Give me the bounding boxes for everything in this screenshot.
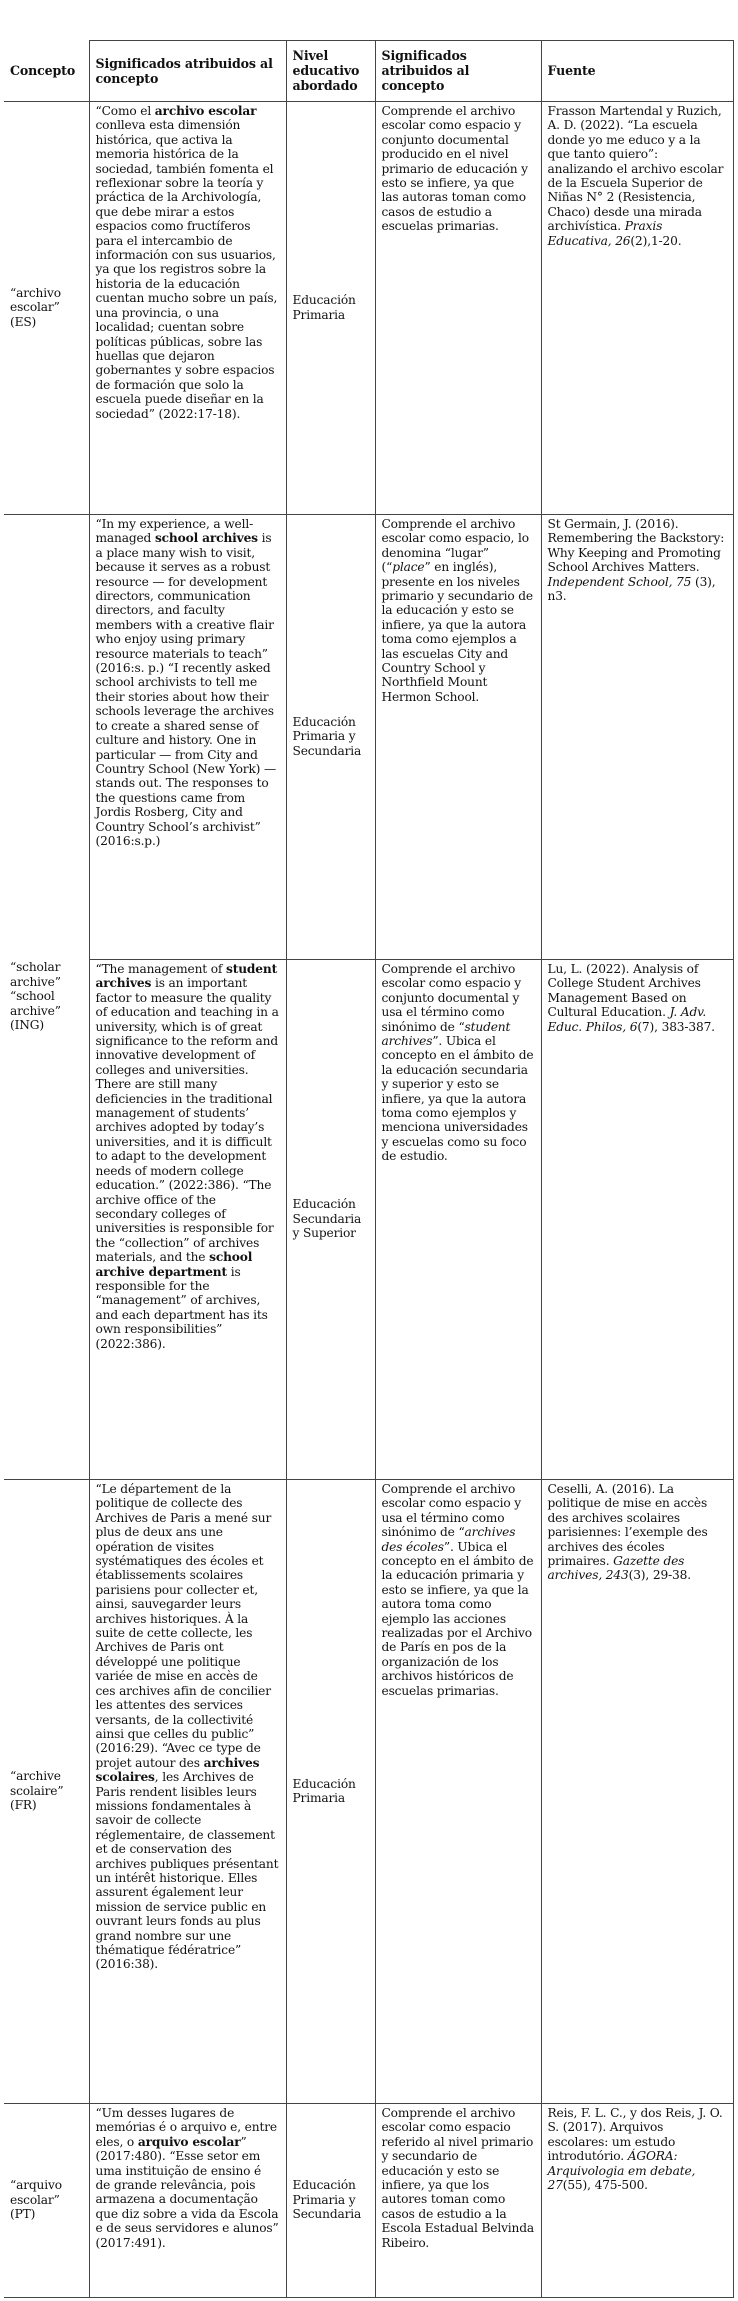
quote-highlight: student archives (95, 962, 278, 991)
meaning-text: ”. Ubica el concepto en el ámbito de la educación primaria y esto se infiere, ya que la autora toma como ejemplo las acciones realizadas por el Archivo de París en pos de la organización de los archivos históricos de escuelas primarias. (381, 1539, 534, 1698)
quote-text: , les Archives de Paris rendent lisibles leurs missions fondamentales à savoir de collecte réglementaire, de classement et de conservation des archives publiques présentant un intérêt historique. Elles assurent également leur mission de service public en ouvrant leurs fonds au plus grand nombre sur une thématique fédératrice” (2016:38). (95, 1770, 279, 1972)
source-text: St Germain, J. (2016). Remembering the Backstory: Why Keeping and Promoting School Archives Matters. (547, 517, 725, 575)
concept-cell: “archivo escolar” (ES) (4, 102, 89, 515)
quote-cell (89, 1480, 286, 2104)
table-row (4, 102, 733, 515)
source-journal: Gazette des archives (547, 1554, 685, 1583)
level-cell: Educación Primaria (286, 102, 375, 515)
meaning-cell: Comprende el archivo escolar como espacio y conjunto documental producido en el nivel primario de educación y esto se infiere, ya que las autoras toman como casos de estudio a escuelas primarias. (375, 102, 541, 515)
table-row (4, 960, 733, 1480)
quote-text: ” (2017:480). “Esse setor em uma instituição de ensino é de grande relevância, pois armazena a documentação que diz sobre a vida da Escola e de seus servidores e alunos” (2017:491). (95, 2134, 279, 2250)
concept-table (4, 40, 734, 2298)
source-journal: ÁGORA: Arquivologia em debate (547, 2149, 692, 2178)
quote-text: “Le département de la politique de collecte des Archives de Paris a mené sur plus de deux ans une opération de visites systématiques des écoles et établissements scolaires parisiens pour collecter et, ainsi, sauvegarder leurs archives historiques. À la suite de cette collecte, les Archives de Paris ont développé une politique variée de mise en accès de ces archives afin de concilier les attentes des services versants, de la collectivité ainsi que celles du public” (2016:29). “Avec ce type de projet autour des (95, 1482, 272, 1770)
quote-highlight: archivo escolar (154, 104, 257, 118)
meaning-text: ” en inglés), presente en los niveles primario y secundario de la educación y esto se infiere, ya que la autora toma como ejemplos a las escuelas City and Country School y Northfield Mount Hermon School. (381, 560, 533, 704)
source-text: Reis, F. L. C., y dos Reis, J. O. S. (2017). Arquivos escolares: um estudo introdutório. (547, 2106, 723, 2164)
source-volume: , 243 (598, 1568, 629, 1583)
quote-highlight: archives scolaires (95, 1755, 260, 1785)
table-row (4, 515, 733, 960)
source-journal: Independent School (547, 574, 669, 589)
quote-text: “Um desses lugares de memórias é o arquivo e, entre eles, o (95, 2106, 277, 2149)
quote-text: “The management of (95, 962, 227, 976)
concept-cell: “arquivo escolar” (PT) (4, 2104, 89, 2298)
source-volume: , 75 (668, 574, 692, 589)
meaning-term: student archives (381, 1019, 511, 1049)
meaning-cell (375, 1480, 541, 2104)
header-significados-atribuidos: Significados atribuidos al concepto (375, 41, 541, 102)
level-cell: Educación Primaria y Secundaria (286, 515, 375, 960)
table-row (4, 2104, 733, 2298)
source-cell (541, 960, 733, 1480)
quote-text: “In my experience, a well-managed (95, 517, 254, 546)
quote-text: is responsible for the “management” of archives, and each department has its own responsibilities” (2022:386). (95, 1264, 268, 1351)
quote-cell (89, 2104, 286, 2298)
source-cell (541, 1480, 733, 2104)
quote-highlight: school archive department (95, 1250, 253, 1279)
source-volume: , 6 (622, 1019, 638, 1034)
concept-cell: “scholar archive” “school archive” (ING) (4, 515, 89, 1480)
source-journal: Praxis Educativa (547, 219, 663, 248)
source-journal: J. Adv. Educ. Philos (547, 1005, 707, 1034)
source-text: (3), 29-38. (628, 1568, 691, 1583)
source-text: (7), 383-387. (637, 1019, 715, 1034)
quote-text: is a place many wish to visit, because it serves as a robust resource — for development directors, communication directors, and faculty members with a creative flair who enjoy using primary resource materials to teach” (2016:s. p.) “I recently asked school archivists to tell me their stories about how their schools leverage the archives to create a shared sense of culture and history. One in particular — from City and Country School (New York) — stands out. The responses to the questions came from Jordis Rosberg, City and Country School’s archivist” (2016:s.p.) (95, 531, 277, 848)
meaning-term: place (392, 560, 425, 575)
meaning-text: Comprende el archivo escolar como espacio, lo denomina “lugar” (“ (381, 517, 529, 575)
source-text: (2),1-20. (630, 233, 682, 248)
level-cell: Educación Secundaria y Superior (286, 960, 375, 1480)
header-concepto: Concepto (4, 41, 89, 102)
meaning-text: Comprende el archivo escolar como espacio y usa el término como sinónimo de “ (381, 1482, 521, 1540)
header-fuente: Fuente (541, 41, 733, 102)
source-text: Lu, L. (2022). Analysis of College Student Archives Management Based on Cultural Education. (547, 962, 701, 1020)
meaning-term: archives des écoles (381, 1525, 516, 1554)
table-row (4, 1480, 733, 2104)
source-cell (541, 515, 733, 960)
level-cell: Educación Primaria y Secundaria (286, 2104, 375, 2298)
quote-cell (89, 515, 286, 960)
concept-cell: “archive scolaire” (FR) (4, 1480, 89, 2104)
source-text: Ceselli, A. (2016). La politique de mise en accès des archives scolaires parisiennes: l’exemple des archives des écoles primaires. (547, 1482, 708, 1569)
quote-highlight: arquivo escolar (137, 2134, 241, 2149)
meaning-cell (375, 960, 541, 1480)
quote-text: conlleva esta dimensión histórica, que activa la memoria histórica de la sociedad, también fomenta el reflexionar sobre la teoría y práctica de la Archivología, que debe mirar a estos espacios como fructíferos para el intercambio de información con sus usuarios, ya que los registros sobre la historia de la educación cuentan mucho sobre un país, una provincia, o una localidad; cuentan sobre políticas públicas, sobre las huellas que dejaron gobernantes y sobre espacios de formación que solo la escuela puede diseñar en la sociedad” (2022:17-18). (95, 118, 278, 421)
source-cell (541, 2104, 733, 2298)
table-header-row (4, 41, 733, 102)
quote-cell (89, 960, 286, 1480)
quote-text: “Como el (95, 104, 155, 118)
source-text: Frasson Martendal y Ruzich, A. D. (2022). “La escuela donde yo me educo y a la que tanto quiero”: analizando el archivo escolar de la Escuela Superior de Niñas N° 2 (Resistencia, Chaco) desde una mirada archivística. (547, 104, 724, 234)
source-text: (55), 475-500. (562, 2178, 648, 2193)
source-cell (541, 102, 733, 515)
meaning-text: Comprende el archivo escolar como espacio y conjunto documental y usa el término como sinónimo de “ (381, 962, 521, 1034)
quote-highlight: school archives (154, 531, 258, 546)
source-volume: , 26 (607, 233, 631, 248)
source-volume: , 27 (547, 2163, 696, 2193)
header-significados-concepto: Significados atribuidos al concepto (89, 41, 286, 102)
header-nivel-educativo: Nivel educativo abordado (286, 41, 375, 102)
meaning-text: ”. Ubica el concepto en el ámbito de la educación secundaria y superior y esto se infiere, ya que la autora toma como ejemplos y menciona universidades y escuelas como su foco de estudio. (381, 1034, 534, 1164)
meaning-cell (375, 515, 541, 960)
meaning-cell: Comprende el archivo escolar como espacio referido al nivel primario y secundario de educación y esto se infiere, ya que los autores toman como casos de estudio a la Escola Estadual Belvinda Ribeiro. (375, 2104, 541, 2298)
source-text: (3), n3. (547, 574, 716, 604)
quote-cell (89, 102, 286, 515)
level-cell: Educación Primaria (286, 1480, 375, 2104)
quote-text: is an important factor to measure the quality of education and teaching in a university, which is of great significance to the reform and innovative development of colleges and universities. There are still many deficiencies in the traditional management of students’ archives adopted by today’s universities, and it is difficult to adapt to the development needs of modern college education.” (2022:386). “The archive office of the secondary colleges of universities is responsible for the “collection” of archives materials, and the (95, 976, 279, 1265)
